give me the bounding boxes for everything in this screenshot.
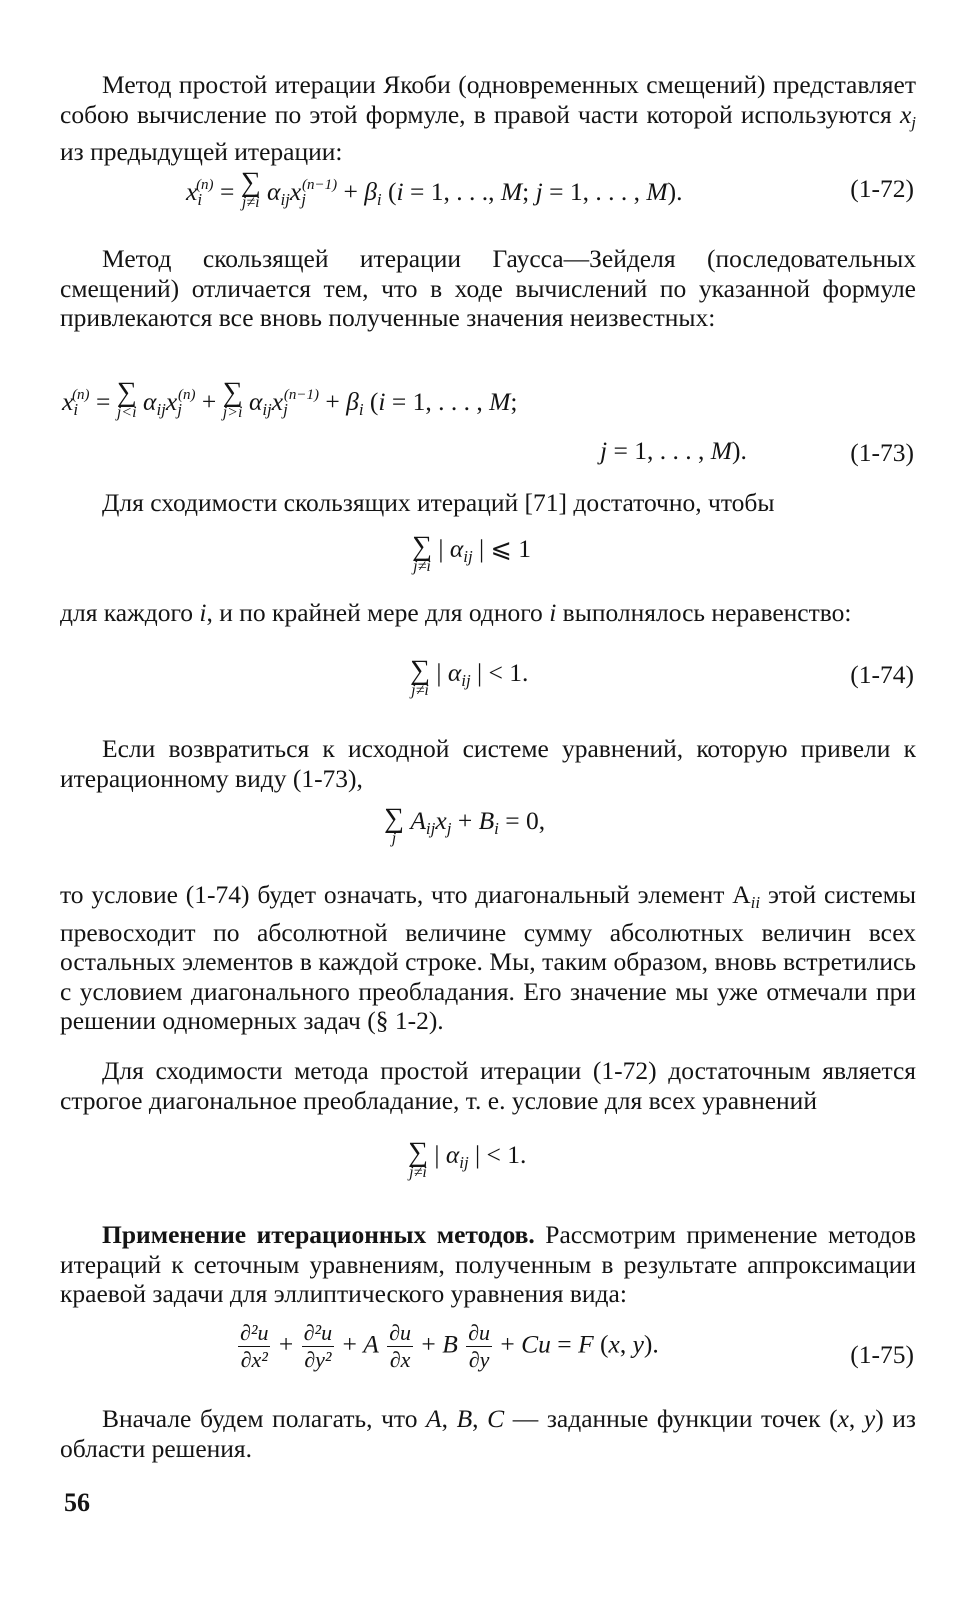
paragraph-diagonal-dominance: то условие (1-74) будет означать, что диагональный элемент $A_{ii}$ этой системы превосходит по абсолютной величине сумму абсолютных величин всех остальных элементов в каждой строке. Мы, таким образом, вновь встретились с условием диагонального преобладания. Его значение мы уже отмечали при решении одномерных задач (§ 1-2).	[60, 880, 916, 1035]
equation-1-74: ∑ j≠i | $\alpha_{ij}$ | < 1.	[410, 655, 529, 699]
paragraph-jacobi: Метод простой итерации Якоби (одновременных смещений) представляет собою вычисление по этой формуле, в правой части которой используются $x_j$ из предыдущей итерации:	[60, 70, 916, 166]
equation-1-75: $\frac{\text{∂²u}}{\text{∂x²}}$ + $\frac{\text{∂²u}}{\text{∂y²}}$ + A $\frac{\partial u}{\partial x}$ + B $\frac{\partial u}{\partial y}$ + Cu = F (x, y).	[240, 1320, 659, 1372]
equation-sum-leq: ∑ j≠i | $\alpha_{ij}$ | ⩽ 1	[412, 531, 532, 575]
page-number: 56	[64, 1488, 90, 1517]
paragraph-application: Применение итерационных методов. Рассмотрим применение методов итераций к сеточным уравнениям, полученным в результате аппроксимации краевой задачи для эллиптического уравнения вида:	[60, 1220, 917, 1308]
equation-1-73-continuation: j = 1, . . . , M).	[600, 436, 747, 465]
paragraph-each-i: для каждого i, и по крайней мере для одного i выполнялось неравенство:	[60, 598, 852, 627]
equation-1-73: $x_i^{(n)}$ = ∑ j<i $\alpha_{ij}x_j^{(n)}$ + ∑ j>i $\alpha_{ij}x_j^{(n-1)} + \beta_i$ (i = 1, . . . , M;	[62, 377, 518, 421]
equation-strict-sum: ∑ j≠i | $\alpha_{ij}$ | < 1.	[408, 1137, 527, 1181]
equation-number-1-75: (1-75)	[850, 1340, 914, 1369]
paragraph-initially: Вначале будем полагать, что A, B, C — заданные функции точек (x, y) из области решения.	[60, 1404, 916, 1463]
paragraph-original-system: Если возвратиться к исходной системе уравнений, которую привели к итерационному виду (1-73),	[60, 734, 916, 793]
equation-1-72: $x_i^{(n)}$ = ∑ j≠i $\alpha_{ij}x_j^{(n-1)} + \beta_i$ (i = 1, . . ., M; j = 1, . . . , M).	[186, 167, 683, 211]
equation-number-1-72: (1-72)	[850, 174, 914, 203]
paragraph-gauss-seidel: Метод скользящей итерации Гаусса—Зейделя (последовательных смещений) отличается тем, что в ходе вычислений по указанной формуле привлекаются все вновь полученные значения неизвестных:	[60, 244, 916, 332]
section-heading: Применение итерационных методов.	[102, 1220, 535, 1249]
paragraph-strict-dominance: Для сходимости метода простой итерации (1-72) достаточным является строгое диагональное преобладание, т. е. условие для всех уравнений	[60, 1056, 916, 1115]
equation-original-system: ∑ j $A_{ij}x_j + B_i = 0$,	[384, 803, 546, 847]
equation-number-1-74: (1-74)	[850, 660, 914, 689]
equation-number-1-73: (1-73)	[850, 438, 914, 467]
paragraph-convergence: Для сходимости скользящих итераций [71] достаточно, чтобы	[102, 488, 775, 517]
